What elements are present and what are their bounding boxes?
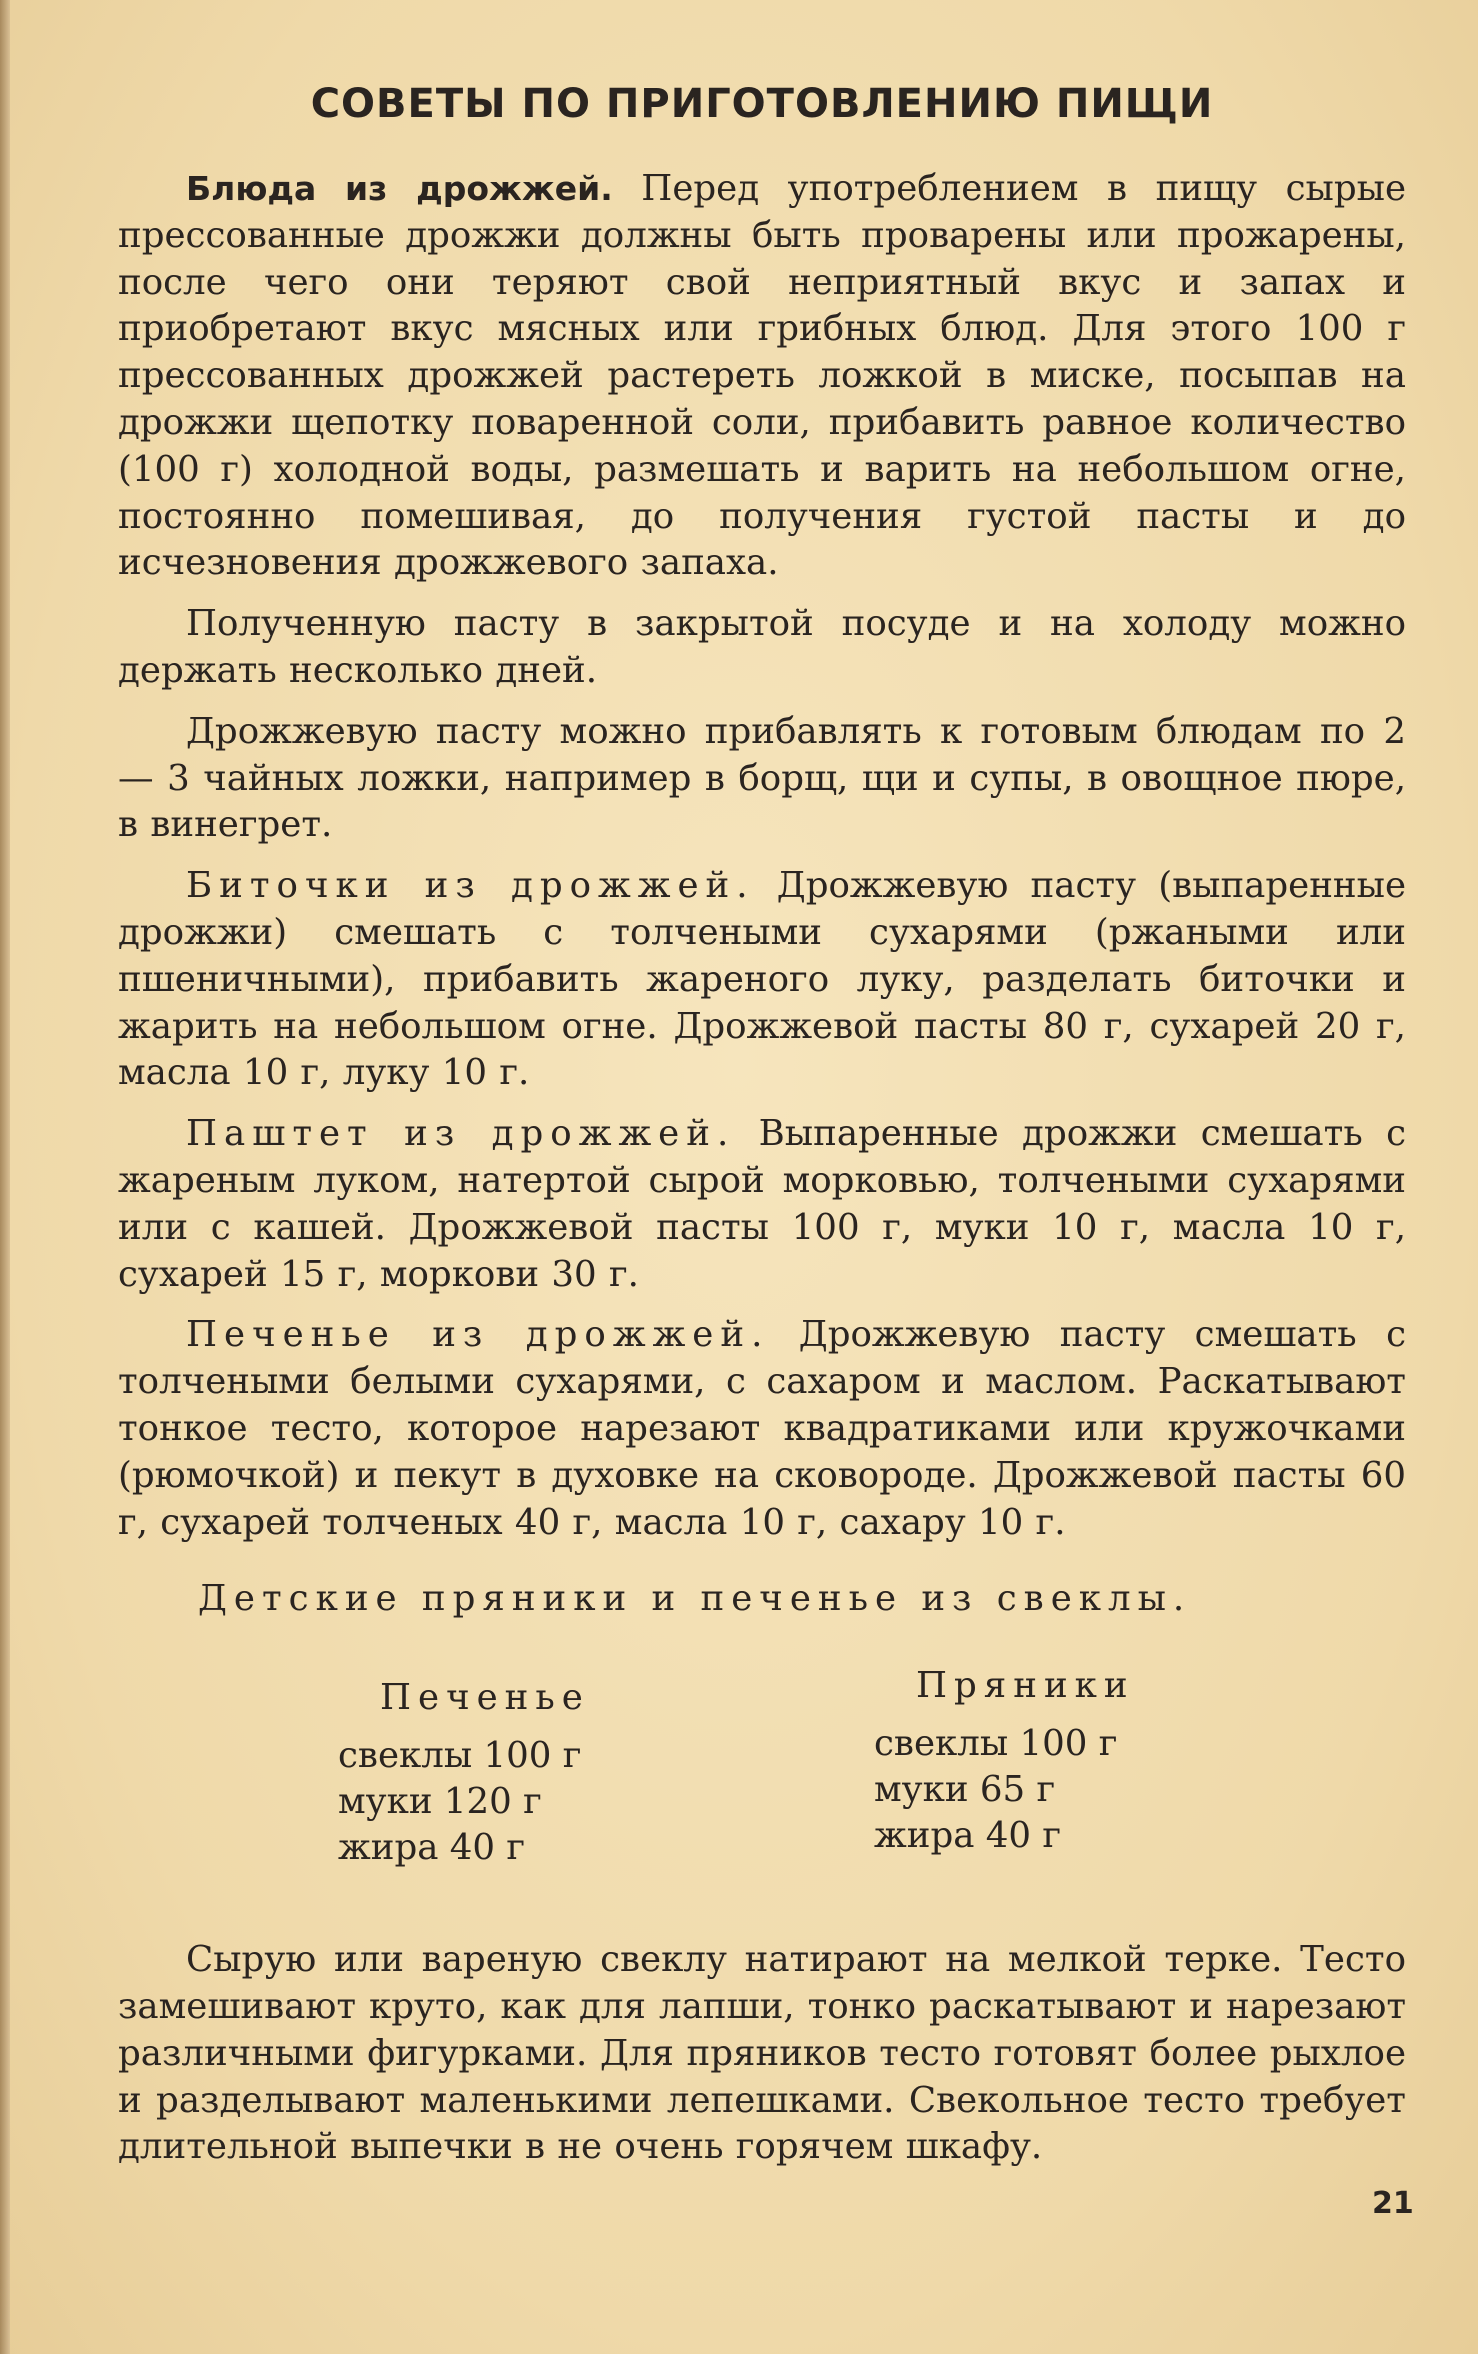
cookies-recipe bbox=[338, 1675, 590, 1871]
list-item: свеклы 100 г bbox=[874, 1723, 1118, 1765]
paragraph-usage bbox=[118, 709, 1406, 849]
list-item: жира 40 г bbox=[874, 1815, 1061, 1857]
paragraph-text: Дрожжевую пасту (выпаренные дрожжи) смешать с толчеными сухарями (ржаными или пшеничными), прибавить жареного луку, разделать биточки и жарить на небольшом огне. Дрожжевой пасты 80 г, сухарей 20 г, масла 10 г, луку 10 г. bbox=[118, 865, 1406, 1094]
paragraph-yeast-cookies bbox=[118, 1312, 1406, 1546]
list-item: муки 120 г bbox=[338, 1781, 542, 1823]
paragraph-text: Выпаренные дрожжи смешать с жареным луком, натертой сырой морковью, толчеными сухарями или с кашей. Дрожжевой пасты 100 г, муки 10 г, масла 10 г, сухарей 15 г, моркови 30 г. bbox=[118, 1113, 1407, 1295]
paragraph-text: Перед употреблением в пищу сырые прессованные дрожжи должны быть проварены или прожарены, после чего они теряют свой неприятный вкус и запах и приобретают вкус мясных или грибных блюд. Для этого 100 г прессованных дрожжей растереть ложкой в миске, посыпав на дрожжи щепотку поваренной соли, прибавить равное количество (100 г) холодной воды, размешать и варить на небольшом огне, постоянно помешивая, до получения густой пасты и до исчезновения дрожжевого запаха. bbox=[118, 168, 1406, 584]
section-lead-yeast-cookies: Печенье из дрожжей. bbox=[186, 1314, 770, 1356]
paragraph-text: Дрожжевую пасту можно прибавлять к готовым блюдам по 2 — 3 чайных ложки, например в борщ, щи и супы, в овощное пюре, в винегрет. bbox=[118, 710, 1406, 846]
recipe-columns bbox=[118, 1663, 1406, 1903]
cookies-heading: Печенье bbox=[380, 1677, 590, 1719]
section-lead-yeast-dishes: Блюда из дрожжей. bbox=[186, 169, 613, 208]
paragraph-text: Полученную пасту в закрытой посуде и на холоду можно держать несколько дней. bbox=[118, 603, 1406, 691]
beet-recipes-heading: Детские пряники и печенье из свеклы. bbox=[198, 1578, 1192, 1620]
page-number: 21 bbox=[1372, 2186, 1414, 2221]
paragraph-text: Сырую или вареную свеклу натирают на мелкой терке. Тесто замешивают круто, как для лапши, тонко раскатывают и нарезают различными фигурками. Для пряников тесто готовят более рыхлое и разделывают маленькими лепешками. Свекольное тесто требует длительной выпечки в не очень горячем шкафу. bbox=[118, 1939, 1406, 2168]
list-item: муки 65 г bbox=[874, 1769, 1056, 1811]
list-item: свеклы 100 г bbox=[338, 1735, 582, 1777]
page-title: СОВЕТЫ ПО ПРИГОТОВЛЕНИЮ ПИЩИ bbox=[310, 81, 1214, 127]
paragraph-storage bbox=[118, 601, 1406, 695]
list-item: жира 40 г bbox=[338, 1827, 525, 1869]
paragraph-beet-instructions bbox=[118, 1937, 1406, 2171]
gingerbread-recipe bbox=[874, 1663, 1135, 1859]
paragraph-yeast-dishes bbox=[118, 166, 1406, 587]
page-binding-edge bbox=[0, 0, 10, 2354]
page-content bbox=[118, 80, 1406, 2185]
gingerbread-heading: Пряники bbox=[916, 1665, 1135, 1707]
paragraph-text: Дрожжевую пасту смешать с толчеными белыми сухарями, с сахаром и маслом. Раскатывают тонкое тесто, которое нарезают квадратиками или кружочками (рюмочкой) и пекут в духовке на сковороде. Дрожжевой пасты 60 г, сухарей толченых 40 г, масла 10 г, сахару 10 г. bbox=[118, 1314, 1407, 1543]
paragraph-patties bbox=[118, 863, 1406, 1097]
section-lead-patties: Биточки из дрожжей. bbox=[186, 865, 755, 907]
section-lead-pate: Паштет из дрожжей. bbox=[186, 1113, 736, 1155]
paragraph-pate bbox=[118, 1111, 1406, 1298]
